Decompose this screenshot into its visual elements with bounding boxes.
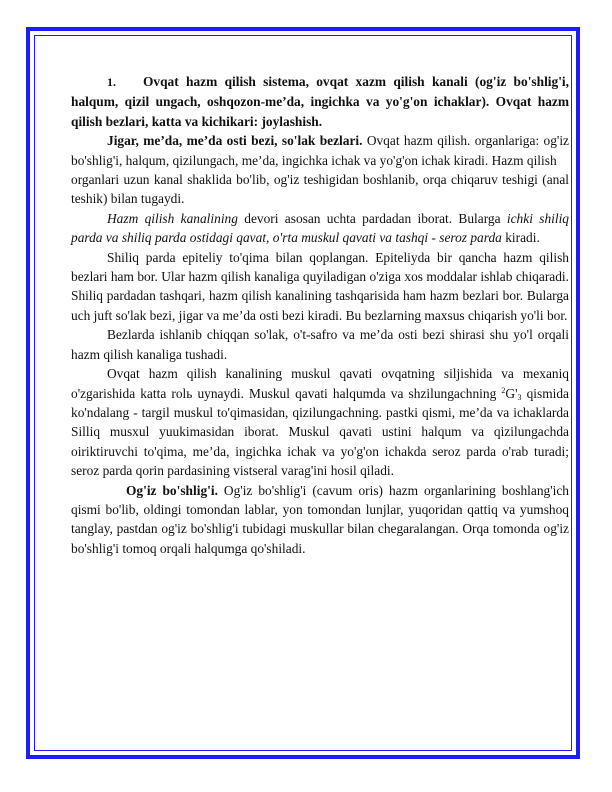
paragraph-6-text: Og'iz bo'shlig'i (cavum oris) hazm organlarining boshlang'ich qismi bo'lib, oldingi tomondan lablar, yon tomondan lunjlar, yuqoridan qattiq va yumshoq tanglay, pastdan og'iz bo'shlig'i tubidagi muskullar bilan chegaralangan. Orqa tomonda og'iz bo'shlig'i tomoq orqali halqumga qo'shiladi. bbox=[71, 482, 569, 556]
paragraph-4: Bezlarda ishlanib chiqqan so'lak, o't-safro va me’da osti bezi shirasi shu yo'l orqali hazm qilish kanaliga tushadi. bbox=[71, 327, 569, 362]
heading-number: 1. bbox=[107, 75, 116, 89]
paragraph-5-sub: 3 bbox=[517, 392, 522, 402]
section-heading bbox=[71, 72, 569, 131]
document-body bbox=[71, 72, 569, 558]
paragraph-2-italic2: ichki shiliq parda va shiliq parda ostidagi qavat, o'rta muskul qavati va tashqi - seroz parda bbox=[71, 210, 569, 246]
paragraph-2 bbox=[71, 209, 569, 248]
paragraph-5 bbox=[71, 364, 569, 480]
paragraph-1-continued bbox=[71, 170, 569, 209]
paragraph-5-text2: qismida ko'ndalang - targil muskul to'qimasidan, qizilungachning. pastki qismi, me’da va ichaklarda Silliq musxul yuukimasidan iborat. Muskul qavati ustini halqum va qizilungachda oiriktiruvchi to'qima, me’da, ingichka ichak va yo'g'on ichakda seroz parda o'rab turadi; seroz parda qorin pardasining vistseral varag'ini hosil qiladi. bbox=[71, 385, 570, 479]
paragraph-1-line1: Ovqat hazm qilish. organlariga: og'iz bo'shlig'i, halqum, qizilungach, me’da, ingichka ichak va yo'g'on ichak kiradi. Hazm qilish bbox=[71, 133, 569, 168]
paragraph-1-bold: Jigar, me’da, me’da osti bezi, so'lak bezlari. bbox=[107, 133, 363, 149]
paragraph-1 bbox=[71, 131, 569, 170]
paragraph-1-line2: organlari uzun kanal shaklida bo'lib, og'iz teshigidan boshlanib, orqa chiqaruv teshigi (anal teshik) bilan tugaydi. bbox=[71, 172, 569, 207]
paragraph-2-text1: devori asosan uchta pardadan iborat. Bularga bbox=[237, 210, 507, 226]
paragraph-2-italic1: Hazm qilish kanalining bbox=[107, 210, 238, 226]
heading-text: Ovqat hazm qilish sistema, ovqat xazm qilish kanali (og'iz bo'shlig'i, halqum, qizil ungach, oshqozon-me’da, ingichka va yo'g'on ichaklar). Ovqat hazm qilish bezlari, katta va kichikari: joylashish. bbox=[71, 74, 569, 129]
paragraph-6 bbox=[71, 481, 569, 559]
paragraph-5-sup: 2 bbox=[501, 385, 506, 395]
paragraph-5-g: G' bbox=[505, 385, 518, 401]
paragraph-3: Shiliq parda epiteliy to'qima bilan qoplangan. Epiteliyda bir qancha hazm qilish bezlari ham bor. Ular hazm qilish kanaliga quyiladigan o'ziga xos moddalar ishlab chiqaradi. Shiliq pardadan tashqari, hazm qilish kanalining tashqarisida ham hazm bezlari bor. Bularga uch juft so'lak bezi, jigar va me’da osti bezi kiradi. Bu bezlarning maxsus chiqarish yo'li bor. bbox=[71, 249, 569, 323]
paragraph-5-text1: Ovqat hazm qilish kanalining muskul qavati ovqatning siljishida va mexaniq o'zgarishida katta rolь uynaydi. Muskul qavati halqumda va shzilungachning bbox=[71, 366, 569, 401]
paragraph-6-bold: Og'iz bo'shlig'i. bbox=[126, 482, 218, 498]
paragraph-2-text2: kiradi. bbox=[501, 230, 540, 246]
